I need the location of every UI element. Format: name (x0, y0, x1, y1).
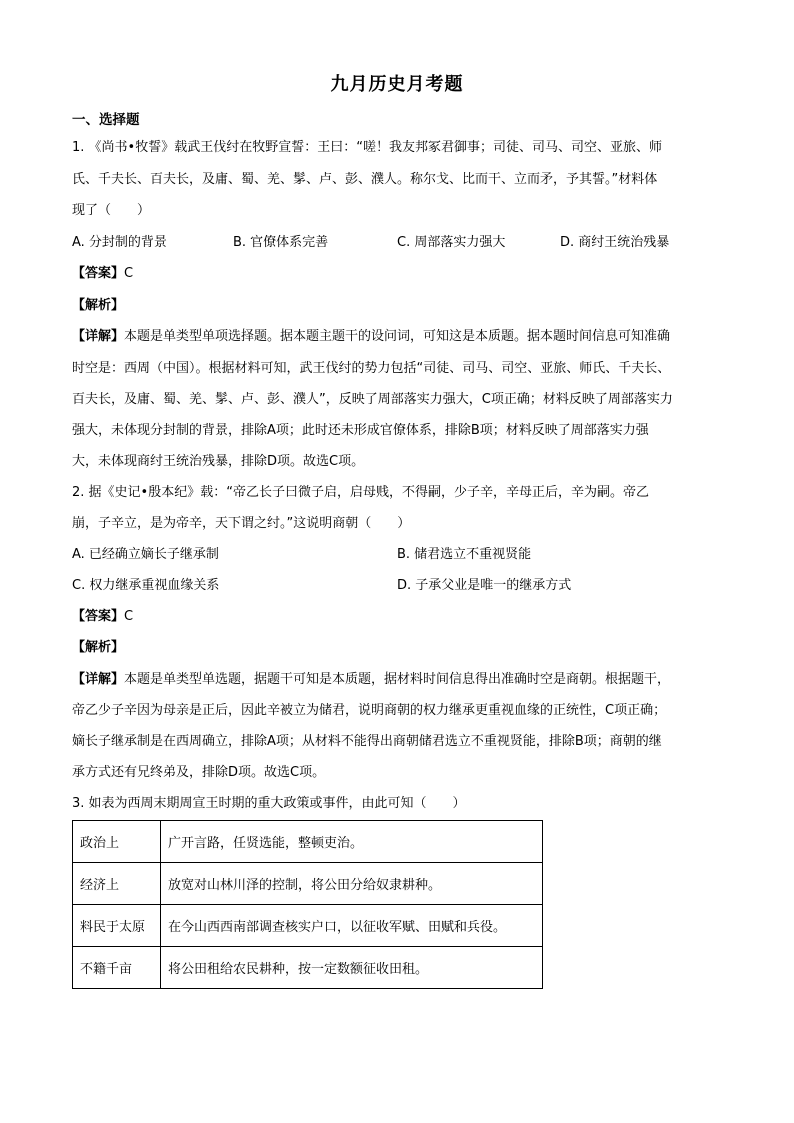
q2-detail-line (72, 670, 724, 690)
q2-option-a: A. 已经确立嫡长子继承制 (72, 547, 219, 562)
analysis-tag: 【解析】 (72, 640, 125, 655)
q2-stem-line: 崩，子辛立，是为帝辛，天下谓之纣。”这说明商朝（ ） (72, 516, 411, 531)
answer-value: C (124, 609, 134, 624)
q1-option-d: D. 商纣王统治残暴 (560, 235, 670, 250)
table-cell-label: 经济上 (73, 863, 161, 905)
detail-tag: 【详解】 (72, 672, 125, 687)
table-row (73, 905, 543, 947)
q2-answer (72, 607, 724, 627)
table-cell-content: 广开言路，任贤选能，整顿吏治。 (161, 821, 543, 863)
detail-tag: 【详解】 (72, 329, 125, 344)
q3-stem: 3. 如表为西周末期周宣王时期的重大政策或事件，由此可知（ ） (72, 796, 466, 811)
table-row (73, 821, 543, 863)
answer-tag: 【答案】 (72, 266, 125, 281)
table-cell-label: 不籍千亩 (73, 947, 161, 989)
q1-option-c: C. 周部落实力强大 (397, 235, 506, 250)
page-title: 九月历史月考题 (330, 74, 464, 95)
q2-option-c: C. 权力继承重视血缘关系 (72, 578, 220, 593)
table-row (73, 863, 543, 905)
q2-stem-line: 2. 据《史记•殷本纪》载：“帝乙长子曰微子启，启母贱，不得嗣，少子辛，辛母正后，辛为嗣。帝乙 (72, 485, 649, 500)
detail-text: 本题是单类型单选题，据题干可知是本质题，据材料时间信息得出准确时空是商朝。根据题干， (124, 672, 671, 687)
table-row (73, 947, 543, 989)
table-cell-label: 料民于太原 (73, 905, 161, 947)
table-cell-label: 政治上 (73, 821, 161, 863)
q2-detail-line: 承方式还有兄终弟及，排除D项。故选C项。 (72, 765, 326, 780)
q1-detail-line: 大，未体现商纣王统治残暴，排除D项。故选C项。 (72, 454, 365, 469)
q1-option-b: B. 官僚体系完善 (233, 235, 329, 250)
analysis-tag: 【解析】 (72, 298, 125, 313)
q2-option-b: B. 储君选立不重视贤能 (397, 547, 532, 562)
q3-table (72, 820, 543, 989)
table-cell-content: 在今山西西南部调查核实户口，以征收军赋、田赋和兵役。 (161, 905, 543, 947)
answer-value: C (124, 266, 134, 281)
q1-analysis-tag (72, 296, 724, 316)
q2-detail-line: 帝乙少子辛因为母亲是正后，因此辛被立为储君，说明商朝的权力继承更重视血缘的正统性，C项正确； (72, 703, 667, 718)
table-cell-content: 将公田租给农民耕种，按一定数额征收田租。 (161, 947, 543, 989)
section-heading: 一、选择题 (72, 112, 140, 128)
q1-detail-line (72, 327, 724, 347)
q1-answer (72, 264, 724, 284)
q2-analysis-tag (72, 638, 724, 658)
detail-text: 本题是单类型单项选择题。据本题主题干的设问词，可知这是本质题。据本题时间信息可知准确 (124, 329, 671, 344)
q1-option-a: A. 分封制的背景 (72, 235, 167, 250)
q1-stem-line: 现了（ ） (72, 203, 151, 218)
q1-detail-line: 百夫长，及庸、蜀、羌、髳、卢、彭、濮人”，反映了周部落实力强大，C项正确；材料反映了周部落实力 (72, 392, 673, 407)
answer-tag: 【答案】 (72, 609, 125, 624)
table-cell-content: 放宽对山林川泽的控制，将公田分给奴隶耕种。 (161, 863, 543, 905)
q2-option-d: D. 子承父业是唯一的继承方式 (397, 578, 572, 593)
q1-detail-line: 强大，未体现分封制的背景，排除A项；此时还未形成官僚体系，排除B项；材料反映了周部落实力强 (72, 423, 649, 438)
q2-detail-line: 嫡长子继承制是在西周确立，排除A项；从材料不能得出商朝储君选立不重视贤能，排除B项；商朝的继 (72, 734, 662, 749)
q1-stem-line: 氏、千夫长、百夫长，及庸、蜀、羌、髳、卢、彭、濮人。称尔戈、比而干、立而矛，予其誓。”材料体 (72, 172, 658, 187)
q1-stem-line: 1. 《尚书•牧誓》载武王伐纣在牧野宣誓：王曰：“嗟！我友邦冢君御事；司徒、司马、司空、亚旅、师 (72, 140, 662, 155)
q1-detail-line: 时空是：西周（中国）。根据材料可知，武王伐纣的势力包括“司徒、司马、司空、亚旅、师氏、千夫长、 (72, 361, 671, 376)
